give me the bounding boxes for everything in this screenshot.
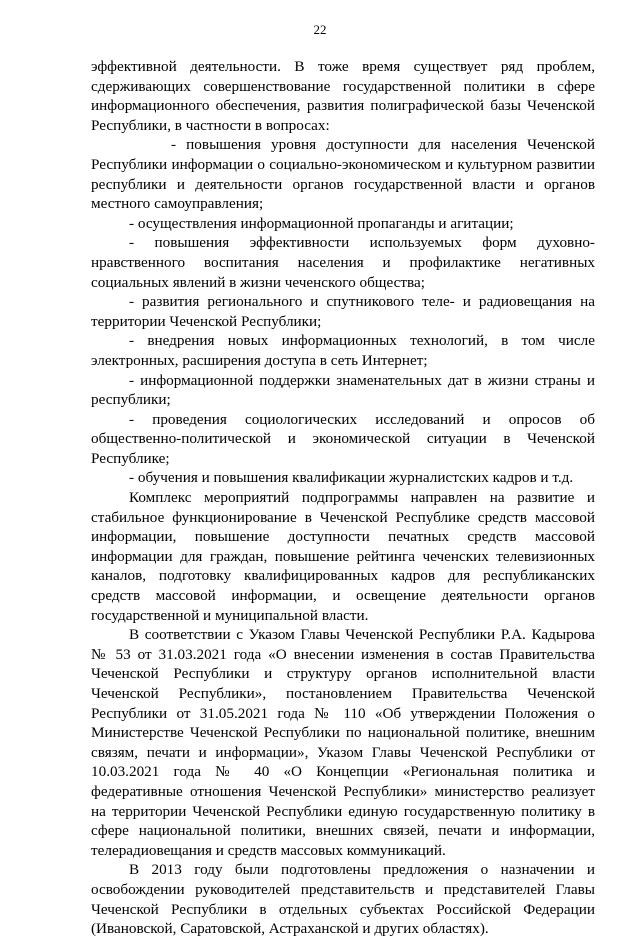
page-number: 22	[313, 22, 327, 37]
list-item-education: - повышения эффективности используемых форм духовно-нравственного воспитания населения и профилактике негативных социальных явлений в жизни чеченского общества;	[91, 234, 595, 291]
list-item-accessibility: - повышения уровня доступности для населения Чеченской Республики информации о социально-экономическом и культурном развитии республики и деятельности органов государственной власти и органов местного самоуправления;	[91, 136, 595, 213]
list-item-journalist-training: - обучения и повышения квалификации журналистских кадров и т.д.	[129, 469, 574, 487]
list-item-propaganda: - осуществления информационной пропаганды и агитации;	[129, 214, 514, 232]
paragraph-decree: В соответствии с Указом Главы Чеченской Республики Р.А. Кадырова № 53 от 31.03.2021 года «О внесении изменения в состав Правительства Чеченской Республики и структуру органов исполнительной власти Чеченской Республики», постановлением Правительства Чеченской Республики от 31.05.2021 года № 110 «Об утверждении Положения о Министерстве Чеченской Республики по национальной политике, внешним связям, печати и информации», Указом Главы Чеченской Республики от 10.03.2021 года № 40 «О Концепции «Региональная политика и федеративные отношения Чеченской Республики» министерство реализует на территории Чеченской Республики единую государственную политику в сфере национальной политики, внешних связей, печати и информации, телерадиовещания и средств массовых коммуникаций.	[91, 626, 595, 859]
list-item-sociology: - проведения социологических исследований и опросов об общественно-политической и экономической ситуации в Чеченской Республике;	[91, 410, 595, 467]
list-item-dates-support: - информационной поддержки знаменательных дат в жизни страны и республики;	[91, 371, 595, 409]
list-item-broadcasting: - развития регионального и спутникового теле- и радиовещания на территории Чеченской Республики;	[91, 293, 595, 330]
paragraph-intro: эффективной деятельности. В тоже время существует ряд проблем, сдерживающих совершенствование государственной политики в сфере информационного обеспечения, развития полиграфической базы Чеченской Республики, в частности в вопросах:	[91, 58, 595, 134]
document-body	[91, 57, 595, 939]
paragraph-subprogram: Комплекс мероприятий подпрограммы направлен на развитие и стабильное функционирование в Чеченской Республике средств массовой информации, повышение доступности печатных средств массовой информации для граждан, повышение рейтинга чеченских телевизионных каналов, подготовку квалифицированных кадров для республиканских средств массовой информации, и освещение деятельности органов государственной и муниципальной власти.	[91, 489, 595, 624]
list-item-technologies: - внедрения новых информационных технологий, в том числе электронных, расширения доступа в сеть Интернет;	[91, 332, 595, 369]
paragraph-2013-proposals: В 2013 году были подготовлены предложения о назначении и освобождении руководителей представительств и представителей Главы Чеченской Республики в отдельных субъектах Российской Федерации (Ивановской, Саратовской, Астраханской и других областях).	[91, 861, 595, 938]
